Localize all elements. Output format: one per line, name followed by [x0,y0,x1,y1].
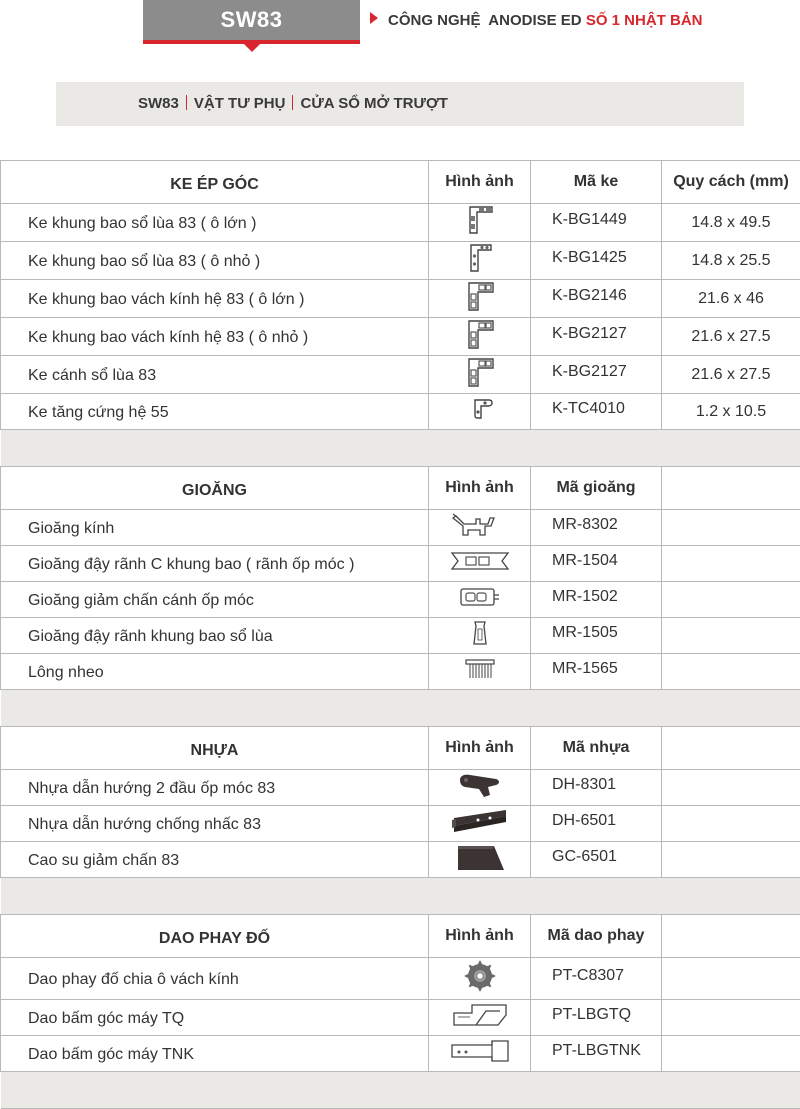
spec-column-header: Quy cách (mm) [662,161,800,204]
item-name: Dao bấm góc máy TQ [1,1000,429,1036]
item-spec: 14.8 x 49.5 [662,204,800,242]
brush-seal-icon [429,656,530,687]
item-code: MR-1504 [531,546,662,582]
code-column-header: Mã gioăng [531,467,662,510]
tagline-main: CÔNG NGHỆ ANODISE ED [388,12,582,29]
item-name: Nhựa dẫn hướng chống nhấc 83 [1,806,429,842]
item-code: GC-6501 [531,842,662,878]
corner-bracket-frame-icon [429,280,530,317]
item-name: Ke cánh sổ lùa 83 [1,356,429,394]
table-row [1,654,800,690]
table-row [1,618,800,654]
table-row [1,1000,800,1036]
item-code: K-BG2127 [531,318,662,356]
section-header-row [1,915,800,958]
breadcrumb-item-model[interactable]: SW83 [138,95,179,112]
corner-punch-blade-tnk-icon [429,1037,530,1070]
item-spec: 21.6 x 46 [662,280,800,318]
image-column-header: Hình ảnh [429,727,531,770]
milling-cutter-icon [429,958,530,999]
plastic-guide-icon [429,770,530,805]
item-spec: 21.6 x 27.5 [662,356,800,394]
corner-punch-blade-icon [429,1001,530,1034]
tagline-accent: SỐ 1 NHẬT BẢN [585,12,703,29]
item-code: PT-LBGTQ [531,1000,662,1036]
section-divider [1,430,800,467]
spec-column-header [662,727,800,770]
damper-gasket-icon [429,586,530,613]
item-spec [662,1036,800,1072]
breadcrumb-item-product[interactable]: CỬA SỔ MỞ TRƯỢT [300,95,448,112]
section-title: NHỰA [1,727,429,770]
section-title: KE ÉP GÓC [1,161,429,204]
code-column-header: Mã nhựa [531,727,662,770]
section-divider [1,690,800,727]
table-row [1,510,800,546]
item-code: MR-8302 [531,510,662,546]
glass-gasket-icon [429,510,530,545]
item-spec [662,770,800,806]
model-tab-pointer-icon [243,43,261,52]
item-spec [662,1000,800,1036]
item-spec [662,654,800,690]
item-spec [662,806,800,842]
table-row [1,242,800,280]
item-code: K-TC4010 [531,394,662,430]
table-row [1,280,800,318]
triangle-right-icon [370,12,378,24]
tagline [370,12,703,29]
item-name: Ke khung bao vách kính hệ 83 ( ô lớn ) [1,280,429,318]
model-title: SW83 [220,7,283,32]
item-name: Ke khung bao sổ lùa 83 ( ô lớn ) [1,204,429,242]
item-spec [662,618,800,654]
section-header-row [1,161,800,204]
item-code: K-BG1449 [531,204,662,242]
image-column-header: Hình ảnh [429,915,531,958]
table-row [1,356,800,394]
item-name: Dao phay đố chia ô vách kính [1,958,429,1000]
item-name: Nhựa dẫn hướng 2 đầu ốp móc 83 [1,770,429,806]
item-spec [662,546,800,582]
corner-bracket-frame-icon [429,318,530,355]
item-name: Gioăng kính [1,510,429,546]
section-divider [1,878,800,915]
table-row [1,806,800,842]
section-divider [1,1072,800,1109]
item-name: Cao su giảm chấn 83 [1,842,429,878]
breadcrumb-separator [292,95,293,110]
item-name: Ke tăng cứng hệ 55 [1,394,429,430]
table-row [1,770,800,806]
item-name: Gioăng đậy rãnh khung bao sổ lùa [1,618,429,654]
item-spec [662,582,800,618]
item-code: MR-1502 [531,582,662,618]
code-column-header: Mã dao phay [531,915,662,958]
item-code: MR-1505 [531,618,662,654]
table-row [1,842,800,878]
table-row [1,1036,800,1072]
corner-bracket-frame-icon [429,356,530,393]
item-name: Ke khung bao vách kính hệ 83 ( ô nhỏ ) [1,318,429,356]
item-code: DH-8301 [531,770,662,806]
code-column-header: Mã ke [531,161,662,204]
item-name: Lông nheo [1,654,429,690]
spec-column-header [662,915,800,958]
model-tab [143,0,360,40]
item-name: Ke khung bao sổ lùa 83 ( ô nhỏ ) [1,242,429,280]
breadcrumb [56,82,744,126]
item-spec [662,958,800,1000]
section-title: DAO PHAY ĐỐ [1,915,429,958]
breadcrumb-separator [186,95,187,110]
item-spec [662,510,800,546]
corner-bracket-small-icon [429,242,530,279]
item-name: Gioăng đậy rãnh C khung bao ( rãnh ốp móc ) [1,546,429,582]
rubber-damper-icon [429,842,530,877]
item-code: DH-6501 [531,806,662,842]
item-code: PT-LBGTNK [531,1036,662,1072]
accessory-table [0,160,800,1109]
item-code: MR-1565 [531,654,662,690]
item-code: PT-C8307 [531,958,662,1000]
item-spec: 14.8 x 25.5 [662,242,800,280]
reinforcement-plate-icon [429,395,530,428]
item-code: K-BG1425 [531,242,662,280]
table-row [1,958,800,1000]
image-column-header: Hình ảnh [429,467,531,510]
spec-column-header [662,467,800,510]
anti-lift-guide-icon [429,806,530,841]
section-title: GIOĂNG [1,467,429,510]
image-column-header: Hình ảnh [429,161,531,204]
corner-bracket-large-icon [429,204,530,241]
item-spec: 1.2 x 10.5 [662,394,800,430]
item-code: K-BG2127 [531,356,662,394]
table-row [1,394,800,430]
item-code: K-BG2146 [531,280,662,318]
table-row [1,204,800,242]
item-name: Dao bấm góc máy TNK [1,1036,429,1072]
groove-cover-gasket-icon [429,619,530,652]
c-groove-gasket-icon [429,550,530,577]
breadcrumb-item-category[interactable]: VẬT TƯ PHỤ [193,95,286,112]
item-spec [662,842,800,878]
table-row [1,546,800,582]
item-spec: 21.6 x 27.5 [662,318,800,356]
section-header-row [1,467,800,510]
section-header-row [1,727,800,770]
table-row [1,318,800,356]
item-name: Gioăng giảm chấn cánh ốp móc [1,582,429,618]
table-row [1,582,800,618]
